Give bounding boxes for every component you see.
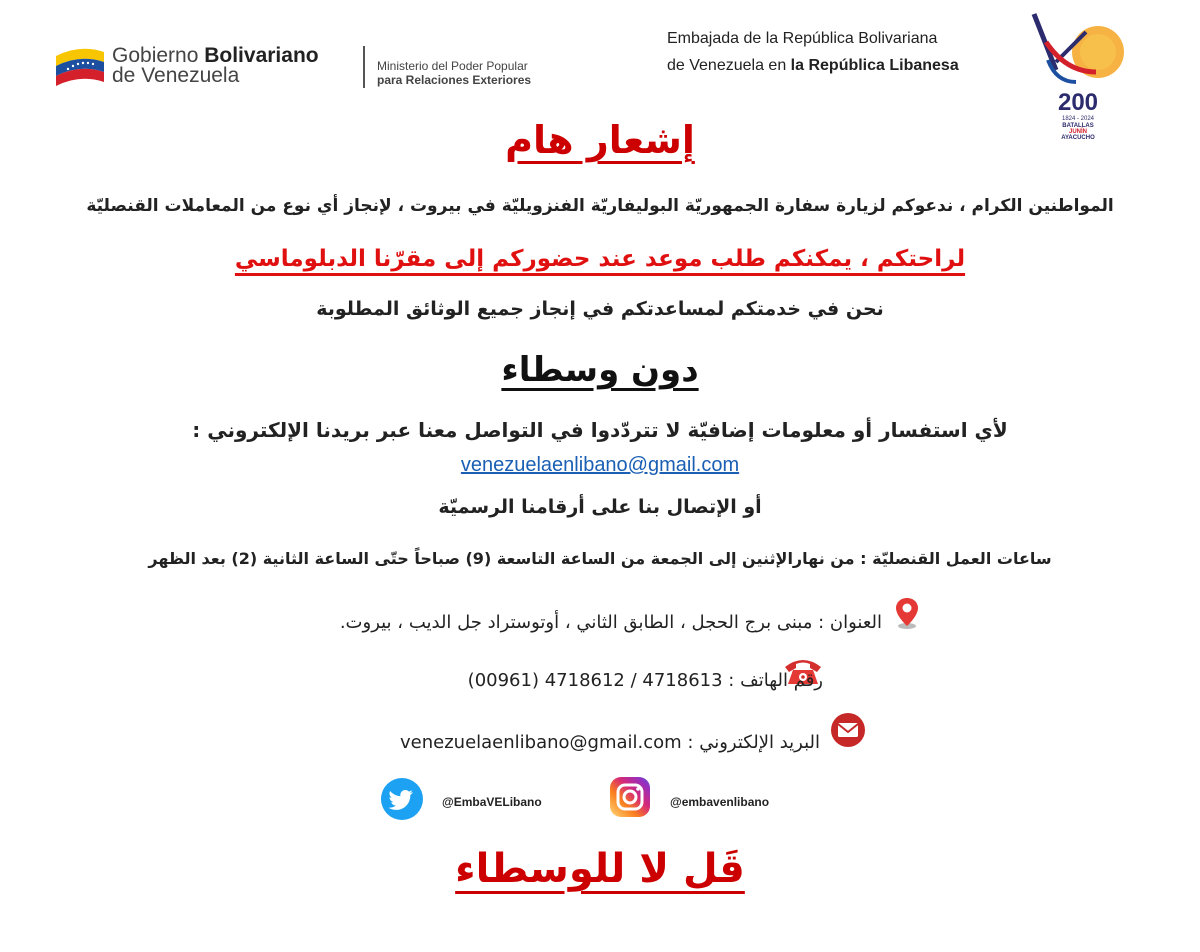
notice-call-us: أو الإتصال بنا على أرقامنا الرسميّة: [438, 496, 762, 518]
email-link[interactable]: venezuelaenlibano@gmail.com: [460, 454, 740, 476]
instagram-handle[interactable]: @embavenlibano: [670, 795, 770, 809]
seal-word3: AYACUCHO: [1061, 135, 1095, 140]
email-text: البريد الإلكتروني : venezuelaenlibano@gmail.com: [400, 732, 820, 753]
location-pin-icon: [894, 596, 920, 630]
seal-number: 200: [1057, 89, 1099, 116]
notice-appointment: لراحتكم ، يمكنكم طلب موعد عند حضوركم إلى مقرّنا الدبلوماسي: [234, 246, 966, 272]
government-name: Gobierno Bolivariano: [112, 44, 319, 67]
email-envelope-icon: [830, 712, 866, 748]
twitter-icon[interactable]: [380, 777, 424, 821]
instagram-icon[interactable]: [608, 775, 652, 819]
header-divider: [363, 46, 365, 88]
footer-slogan: قَل لا للوسطاء: [455, 846, 745, 892]
notice-intro: المواطنين الكرام ، ندعوكم لزيارة سفارة الجمهوريّة البوليفاريّة الفنزويليّة في بيروت ، لإنجاز أي نوع من المعاملات القنصليّة: [86, 196, 1114, 216]
seal-word1: BATALLAS: [1062, 123, 1094, 129]
ministry-name: Ministerio del Poder Popular: [377, 59, 528, 73]
embassy-name-line2: de Venezuela en la República Libanesa: [667, 57, 959, 74]
embassy-name: Embajada de la República Bolivariana: [667, 30, 938, 47]
government-name-line2: de Venezuela: [112, 64, 240, 87]
seal-word2: JUNÍN: [1068, 129, 1088, 135]
notice-title: إشعار هام: [505, 118, 695, 162]
seal-years: 1824 - 2024: [1061, 116, 1095, 122]
ministry-name-line2: para Relaciones Exteriores: [377, 73, 532, 87]
twitter-handle[interactable]: @EmbaVELibano: [442, 795, 542, 809]
venezuela-flag-logo: [54, 42, 106, 86]
phone-text: رقم الهاتف : 4718613 / 4718612 (00961): [467, 670, 823, 691]
notice-no-intermediaries: دون وسطاء: [501, 350, 699, 390]
address-text: العنوان : مبنى برج الحجل ، الطابق الثاني ، أوتوستراد جل الديب ، بيروت.: [339, 612, 882, 633]
notice-inquiries: لأي استفسار أو معلومات إضافيّة لا تتردّدوا في التواصل معنا عبر بريدنا الإلكتروني :: [192, 418, 1008, 442]
notice-service: نحن في خدمتكم لمساعدتكم في إنجاز جميع الوثائق المطلوبة: [316, 298, 884, 320]
notice-office-hours: ساعات العمل القنصليّة : من نهارالإثنين إلى الجمعة من الساعة التاسعة (9) صباحاً حتّى الساعة الثانية (2) بعد الظهر: [148, 549, 1052, 568]
